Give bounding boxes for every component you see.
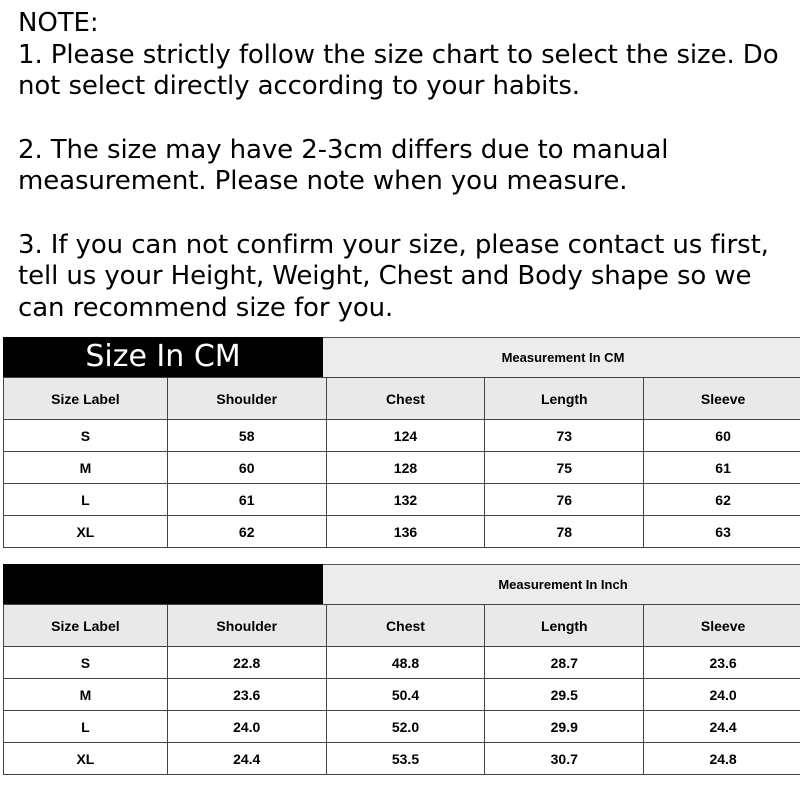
- note-item-1-line-1: 1. Please strictly follow the size chart to select the size. Do: [18, 39, 779, 70]
- chart-title-block: [3, 564, 323, 604]
- note-item-3-line-1: 3. If you can not confirm your size, please contact us first,: [18, 229, 769, 260]
- table-row: [4, 452, 800, 484]
- note-item-3-line-2: tell us your Height, Weight, Chest and Body shape so we: [18, 261, 752, 291]
- table-row: [4, 484, 800, 516]
- column-header: Size Label: [4, 378, 168, 420]
- table-cell: 73: [485, 420, 644, 452]
- table-row: [4, 711, 800, 743]
- chart-header-bar: [3, 564, 800, 604]
- size-table-cm: [3, 377, 800, 548]
- table-cell: L: [4, 711, 168, 743]
- table-row: [4, 516, 800, 548]
- table-row: [4, 420, 800, 452]
- column-header: Length: [485, 605, 644, 647]
- table-cell: 60: [167, 452, 326, 484]
- table-header-row: [4, 605, 800, 647]
- table-cell: 132: [326, 484, 485, 516]
- table-cell: 58: [167, 420, 326, 452]
- table-cell: 28.7: [485, 647, 644, 679]
- table-cell: 50.4: [326, 679, 485, 711]
- table-cell: 60: [644, 420, 800, 452]
- table-cell: 24.0: [167, 711, 326, 743]
- note-title: NOTE:: [18, 8, 99, 38]
- table-cell: 24.4: [167, 743, 326, 775]
- size-table-inch: [3, 604, 800, 775]
- table-cell: 78: [485, 516, 644, 548]
- table-cell: 62: [167, 516, 326, 548]
- note-item-2-line-1: 2. The size may have 2-3cm differs due to manual: [18, 134, 669, 165]
- table-cell: 76: [485, 484, 644, 516]
- table-cell: 75: [485, 452, 644, 484]
- table-cell: 24.0: [644, 679, 800, 711]
- note-item-1-line-2: not select directly according to your habits.: [18, 71, 580, 101]
- table-cell: 52.0: [326, 711, 485, 743]
- table-cell: 23.6: [644, 647, 800, 679]
- table-cell: M: [4, 452, 168, 484]
- column-header: Chest: [326, 605, 485, 647]
- table-cell: L: [4, 484, 168, 516]
- chart-title: Size In CM: [3, 337, 323, 377]
- table-cell: 48.8: [326, 647, 485, 679]
- table-row: [4, 743, 800, 775]
- table-cell: 63: [644, 516, 800, 548]
- table-cell: 61: [644, 452, 800, 484]
- table-row: [4, 679, 800, 711]
- note-item-3-line-3: can recommend size for you.: [18, 292, 394, 323]
- size-chart-inch: [3, 564, 800, 775]
- table-cell: 136: [326, 516, 485, 548]
- column-header: Size Label: [4, 605, 168, 647]
- table-cell: 29.5: [485, 679, 644, 711]
- column-header: Length: [485, 378, 644, 420]
- size-note: [18, 8, 798, 324]
- table-cell: 62: [644, 484, 800, 516]
- table-cell: M: [4, 679, 168, 711]
- table-cell: 23.6: [167, 679, 326, 711]
- table-cell: 53.5: [326, 743, 485, 775]
- column-header: Chest: [326, 378, 485, 420]
- table-cell: 24.8: [644, 743, 800, 775]
- table-cell: 24.4: [644, 711, 800, 743]
- table-cell: 124: [326, 420, 485, 452]
- column-header: Shoulder: [167, 378, 326, 420]
- column-header: Sleeve: [644, 378, 800, 420]
- size-chart-cm: [3, 337, 800, 548]
- measurement-header: Measurement In Inch: [323, 564, 800, 604]
- table-cell: 128: [326, 452, 485, 484]
- chart-header-bar: [3, 337, 800, 377]
- table-cell: 61: [167, 484, 326, 516]
- table-cell: S: [4, 420, 168, 452]
- note-item-2-line-2: measurement. Please note when you measure.: [18, 166, 628, 196]
- table-cell: 22.8: [167, 647, 326, 679]
- measurement-header: Measurement In CM: [323, 337, 800, 377]
- table-row: [4, 647, 800, 679]
- table-cell: XL: [4, 743, 168, 775]
- table-cell: 30.7: [485, 743, 644, 775]
- table-cell: 29.9: [485, 711, 644, 743]
- column-header: Sleeve: [644, 605, 800, 647]
- table-cell: S: [4, 647, 168, 679]
- table-header-row: [4, 378, 800, 420]
- table-cell: XL: [4, 516, 168, 548]
- column-header: Shoulder: [167, 605, 326, 647]
